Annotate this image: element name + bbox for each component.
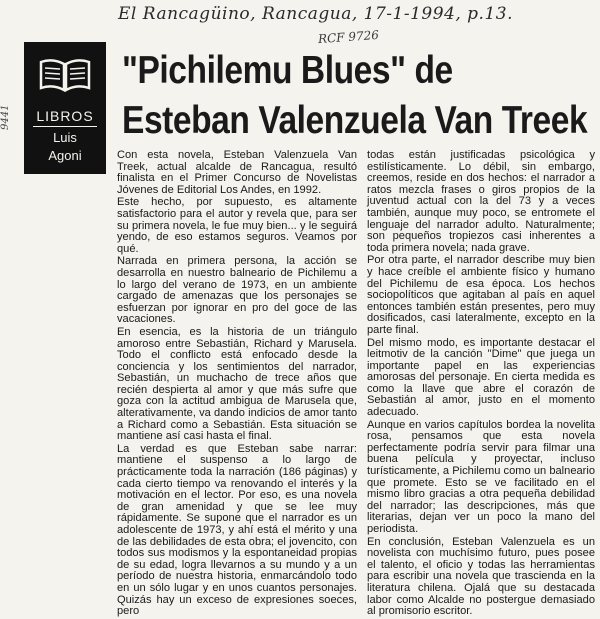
article-column-2 bbox=[367, 150, 595, 619]
paragraph: En conclusión, Esteban Valenzuela es un novelista con muchísimo futuro, pues posee el talento, el oficio y todas las herramientas para escribir una novela que trascienda en la literatura chilena. Ojalá que su destacada labor como Alcalde no postergue demasiado al promisorio escritor. bbox=[367, 535, 595, 618]
paragraph: Aunque en varios capítulos bordea la novelita rosa, pensamos que esta novela perfectamente podría servir para filmar una buena película y proyectar, incluso turísticamente, a Pichilemu como un balneario que promete. Esto se ve facilitado en el mismo libro gracias a otra pequeña debilidad del narrador; las descripciones, más que literarias, dejan ver un poco la mano del periodista. bbox=[367, 418, 595, 535]
article-headline bbox=[122, 46, 588, 146]
paragraph: Este hecho, por supuesto, es altamente satisfactorio para el autor y revela que, para ser su primera novela, le fue muy bien... y le seguirá yendo, de eso estamos seguros. Veamos por qué. bbox=[117, 196, 357, 255]
paragraph: Con esta novela, Esteban Valenzuela Van Treek, actual alcalde de Rancagua, resultó finalista en el Primer Concurso de Novelistas Jóvenes de Editorial Los Andes, en 1992. bbox=[117, 149, 357, 196]
handwritten-source-note: El Rancagüino, Rancagua, 17-1-1994, p.13. bbox=[118, 4, 513, 24]
archive-stamp: RCF 9726 bbox=[317, 27, 380, 47]
paragraph: En esencia, es la historia de un triángulo amoroso entre Sebastián, Richard y Marusela. Todo el conflicto está enfocado desde la conciencia y los sentimientos del narrador, Sebastián, un muchacho de trece años que recién despierta al amor y que más sufre que goza con la actitud ambigua de Marusela que, alterativamente, va dando indicios de amor tanto a Richard como a Sebastián. Esta situación se mantiene así casi hasta el final. bbox=[117, 325, 357, 443]
open-book-icon bbox=[37, 56, 93, 94]
article-column-1 bbox=[117, 150, 357, 619]
section-author-last: Agoni bbox=[48, 148, 82, 163]
section-header-box bbox=[24, 42, 106, 174]
paragraph: La verdad es que Esteban sabe narrar: mantiene el suspenso a lo largo de prácticamente toda la narración (186 páginas) y cada cierto tiempo va renovando el interés y la motivación en el lector. Por eso, es una novela de gran amenidad y que se lee muy rápidamente. Se supone que el narrador es un adolescente de 1973, y ahí está el mérito y una de las debilidades de esta obra; el jovencito, con todos sus modismos y la espontaneidad propias de su edad, logra llevarnos a su mundo y a un período de nuestra historia, enmarcándolo todo en un sólo lugar y en unos cuantos personajes. Quizás hay un exceso de expresiones soeces, pero bbox=[117, 442, 357, 618]
paragraph: todas están justificadas psicológica y estilísticamente. Lo débil, sin embargo, creemos, reside en dos hechos: el narrador a ratos mezcla frases o giros propios de la juventud actual con la del 73 y a veces también, aunque muy poco, se entromete el lenguaje del narrador adulto. Naturalmente; son pequeños tropiezos casi inherentes a toda primera novela; nada grave. bbox=[367, 149, 595, 254]
section-label: LIBROS bbox=[36, 108, 94, 124]
side-handwritten-mark: 9441 bbox=[0, 104, 11, 130]
section-divider bbox=[33, 126, 97, 127]
paragraph: Narrada en primera persona, la acción se desarrolla en nuestro balneario de Pichilemu a lo largo del verano de 1973, en un ambiente cargado de amenazas que los personajes se esfuerzan por ignorar en pro del goce de las vacaciones. bbox=[117, 255, 357, 326]
headline-line-1: "Pichilemu Blues" de bbox=[122, 49, 453, 92]
headline-line-2: Esteban Valenzuela Van Treek bbox=[122, 99, 588, 142]
section-author-first: Luis bbox=[53, 130, 77, 145]
paragraph: Por otra parte, el narrador describe muy bien y hace creíble el ambiente físico y humano del Pichilemu de esa época. Los hechos sociopolíticos que agitaban al país en aquel entonces también están presentes, pero muy dosificados, casi lateralmente, excepto en la parte final. bbox=[367, 254, 595, 336]
paragraph: Del mismo modo, es importante destacar el leitmotiv de la canción "Dime" que juega un importante papel en las experiencias amorosas del personaje. En cierta medida es como la llave que abre el corazón de Sebastián al amor, justo en el momento adecuado. bbox=[367, 336, 595, 419]
